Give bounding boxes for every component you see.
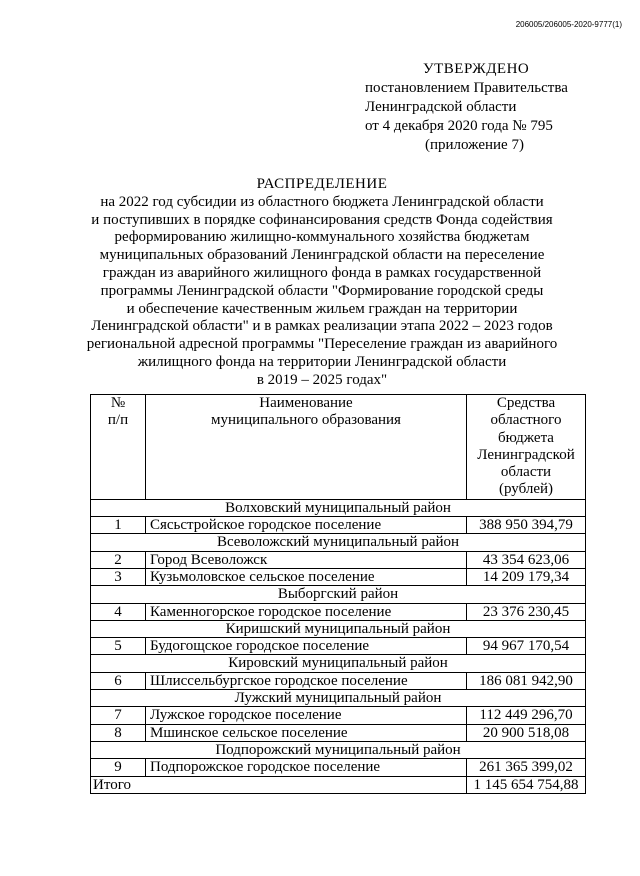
table-row [91, 551, 586, 568]
district-name: Всеволожский муниципальный район [91, 534, 586, 551]
district-name: Киришский муниципальный район [91, 620, 586, 637]
cell-amount: 112 449 296,70 [467, 707, 586, 724]
cell-num: 9 [91, 759, 146, 776]
cell-num: 8 [91, 724, 146, 741]
approval-appendix: (приложение 7) [425, 137, 524, 153]
title-line: на 2022 год субсидии из областного бюджета Ленинградской области [100, 193, 544, 210]
cell-num: 6 [91, 672, 146, 689]
cell-name: Сясьстройское городское поселение [146, 517, 467, 534]
table-row [91, 517, 586, 534]
cell-amount: 20 900 518,08 [467, 724, 586, 741]
cell-num: 4 [91, 603, 146, 620]
distribution-table [90, 394, 586, 794]
cell-name: Город Всеволожск [146, 551, 467, 568]
title-line: реформированию жилищно-коммунального хозяйства бюджетам [114, 229, 530, 246]
table-row [91, 724, 586, 741]
title-line: Ленинградской области" и в рамках реализации этапа 2022 – 2023 годов [91, 318, 553, 335]
title-line: в 2019 – 2025 годах" [256, 371, 388, 388]
header-num: № п/п [91, 395, 146, 500]
title-line: граждан из аварийного жилищного фонда в рамках государственной [102, 264, 542, 281]
cell-amount: 14 209 179,34 [467, 568, 586, 585]
district-row [91, 620, 586, 637]
cell-amount: 94 967 170,54 [467, 638, 586, 655]
cell-name: Подпорожское городское поселение [146, 759, 467, 776]
district-row [91, 690, 586, 707]
cell-num: 2 [91, 551, 146, 568]
cell-amount: 388 950 394,79 [467, 517, 586, 534]
cell-name: Шлиссельбургское городское поселение [146, 672, 467, 689]
district-row [91, 586, 586, 603]
title-heading: РАСПРЕДЕЛЕНИЕ [256, 176, 388, 192]
table-row [91, 638, 586, 655]
district-name: Выборгский район [91, 586, 586, 603]
approval-line: Ленинградской области [365, 99, 517, 115]
title-line: муниципальных образований Ленинградской области на переселение [99, 247, 545, 264]
title-body [80, 194, 564, 390]
district-name: Кировский муниципальный район [91, 655, 586, 672]
document-title [80, 176, 564, 390]
document-id: 206005/206005-2020-9777(1) [515, 20, 622, 29]
approval-line: от 4 декабря 2020 года № 795 [365, 118, 553, 134]
total-label: Итого [91, 776, 467, 793]
approval-stamp [365, 60, 568, 155]
table-row [91, 707, 586, 724]
title-line: региональной адресной программы "Переселение граждан из аварийного [86, 336, 558, 353]
district-row [91, 534, 586, 551]
district-row [91, 741, 586, 758]
cell-amount: 186 081 942,90 [467, 672, 586, 689]
table-row [91, 568, 586, 585]
cell-name: Будогощское городское поселение [146, 638, 467, 655]
district-row [91, 655, 586, 672]
cell-name: Лужское городское поселение [146, 707, 467, 724]
district-name: Волховский муниципальный район [91, 499, 586, 516]
cell-num: 1 [91, 517, 146, 534]
district-name: Лужский муниципальный район [91, 690, 586, 707]
cell-name: Каменногорское городское поселение [146, 603, 467, 620]
header-amount: Средства областного бюджета Ленинградской области (рублей) [467, 395, 586, 500]
header-name: Наименование муниципального образования [146, 395, 467, 500]
approval-heading: УТВЕРЖДЕНО [423, 61, 530, 77]
title-line: и обеспечение качественным жильем граждан на территории [126, 300, 518, 317]
cell-amount: 261 365 399,02 [467, 759, 586, 776]
cell-amount: 43 354 623,06 [467, 551, 586, 568]
cell-name: Кузьмоловское сельское поселение [146, 568, 467, 585]
cell-num: 3 [91, 568, 146, 585]
table-row [91, 759, 586, 776]
table-row [91, 603, 586, 620]
district-row [91, 499, 586, 516]
title-line: программы Ленинградской области "Формирование городской среды [100, 282, 544, 299]
cell-num: 7 [91, 707, 146, 724]
cell-amount: 23 376 230,45 [467, 603, 586, 620]
title-line: и поступивших в порядке софинансирования средств Фонда содействия [91, 211, 553, 228]
cell-num: 5 [91, 638, 146, 655]
table-header-row [91, 395, 586, 500]
table-row [91, 672, 586, 689]
total-row [91, 776, 586, 793]
cell-name: Мшинское сельское поселение [146, 724, 467, 741]
total-amount: 1 145 654 754,88 [467, 776, 586, 793]
district-name: Подпорожский муниципальный район [91, 741, 586, 758]
approval-line: постановлением Правительства [365, 80, 568, 96]
title-line: жилищного фонда на территории Ленинградской области [137, 353, 507, 370]
